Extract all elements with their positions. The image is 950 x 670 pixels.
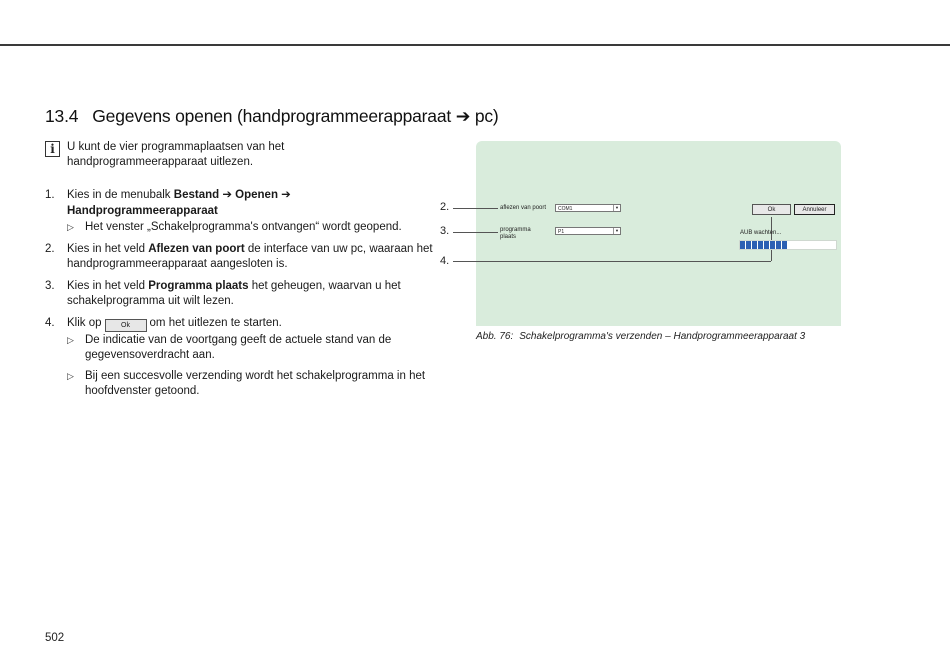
step-1 xyxy=(45,188,440,236)
step-number: 2. xyxy=(45,242,55,255)
step-text: Kies in het veld xyxy=(67,279,149,292)
step-number: 3. xyxy=(45,279,55,292)
step-text-continued: om het uitlezen te starten. xyxy=(149,316,282,329)
slot-value: P1 xyxy=(558,229,565,235)
step-result xyxy=(67,220,440,236)
step-text: Kies in het veld xyxy=(67,242,149,255)
caption-text: Schakelprogramma's verzenden – Handprogrammeerapparaat 3 xyxy=(519,331,806,342)
result-arrow-icon: ▷ xyxy=(67,334,74,345)
step-text: Klik op xyxy=(67,316,102,329)
step-number: 4. xyxy=(45,316,55,329)
ok-button-illustration: Ok xyxy=(105,319,147,332)
chevron-down-icon: ▼ xyxy=(613,205,620,211)
field-name: Programma plaats xyxy=(148,279,249,292)
step-text: Kies in de menubalk xyxy=(67,189,174,201)
slot-label: programma plaats xyxy=(500,227,531,240)
port-select[interactable] xyxy=(555,204,621,212)
result-arrow-icon: ▷ xyxy=(67,370,74,381)
callout-line-4 xyxy=(453,261,771,262)
result-arrow-icon: ▷ xyxy=(67,222,74,232)
step-text-continued: het geheugen, waarvan u het schakelprogramma uit wilt lezen. xyxy=(67,279,401,307)
step-4 xyxy=(45,316,440,400)
step-list xyxy=(45,188,440,406)
callout-3: 3. xyxy=(440,225,450,237)
figure-caption xyxy=(476,331,805,342)
section-number: 13.4 xyxy=(45,106,79,126)
step-3 xyxy=(45,279,440,310)
result-text: De indicatie van de voortgang geeft de actuele stand van de gegevensoverdracht aan. xyxy=(85,333,392,361)
callout-line-2 xyxy=(453,208,498,209)
info-icon: i xyxy=(45,141,60,157)
result-text: Bij een succesvolle verzending wordt het schakelprogramma in het hoofdvenster getoond. xyxy=(85,369,426,397)
port-label: aflezen van poort xyxy=(500,205,547,211)
slot-select[interactable] xyxy=(555,227,621,235)
section-title xyxy=(45,106,499,127)
menu-path: Bestand ➔ Openen ➔ Handprogrammeerapparaat xyxy=(67,189,291,217)
chevron-down-icon: ▼ xyxy=(613,228,620,234)
progress-bar xyxy=(739,240,837,250)
port-value: COM1 xyxy=(558,206,573,212)
step-number: 1. xyxy=(45,189,55,201)
dialog-ok-button[interactable]: Ok xyxy=(752,204,791,215)
status-text: AUB wachten... xyxy=(740,230,782,236)
page-number: 502 xyxy=(45,632,65,644)
step-2 xyxy=(45,242,440,273)
header-rule xyxy=(0,44,950,46)
progress-fill xyxy=(740,241,788,249)
note-text: U kunt de vier programmaplaatsen van het handprogrammeerapparaat uitlezen. xyxy=(67,141,285,168)
caption-number: Abb. 76: xyxy=(476,331,514,342)
callout-line-4-vertical xyxy=(771,217,772,261)
step-result xyxy=(67,369,440,400)
field-name: Aflezen van poort xyxy=(148,242,245,255)
section-heading: Gegevens openen (handprogrammeerapparaat ➔ pc) xyxy=(92,106,499,126)
result-text: Het venster „Schakelprogramma's ontvangen“ wordt geopend. xyxy=(85,221,402,233)
dialog-cancel-button[interactable]: Annuleer xyxy=(794,204,835,215)
callout-line-3 xyxy=(453,232,498,233)
step-text-continued: de interface van uw pc, waaraan het handprogrammeerapparaat aangesloten is. xyxy=(67,242,433,270)
step-result xyxy=(67,333,440,364)
callout-4: 4. xyxy=(440,255,450,267)
callout-2: 2. xyxy=(440,201,450,213)
info-note xyxy=(45,140,425,170)
